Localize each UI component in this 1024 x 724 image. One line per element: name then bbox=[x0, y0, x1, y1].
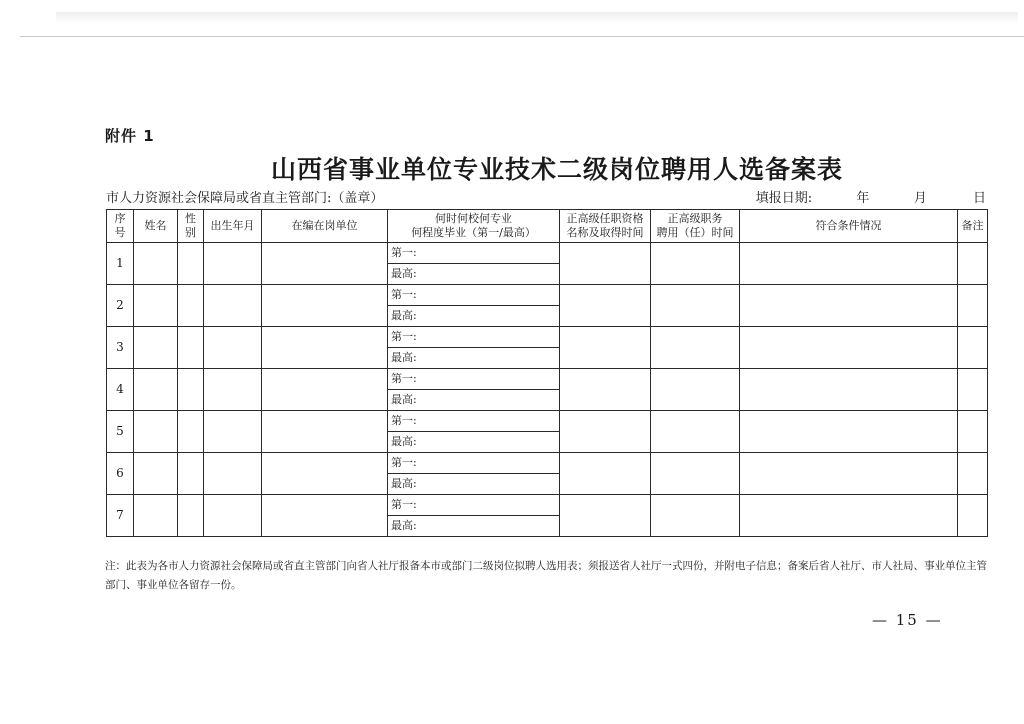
table-row bbox=[107, 453, 988, 474]
month-label: 月 bbox=[913, 191, 927, 206]
row-number: 3 bbox=[107, 327, 134, 369]
cell-remark bbox=[958, 411, 988, 453]
cell-birth bbox=[204, 411, 262, 453]
cell-qualification bbox=[560, 327, 651, 369]
cell-name bbox=[134, 327, 178, 369]
cell-conditions bbox=[740, 285, 958, 327]
footnote: 注：此表为各市人力资源社会保障局或省直主管部门向省人社厅报备本市或部门二级岗位拟聘人选用表；须报送省人社厅一式四份，并附电子信息；备案后省人社厅、市人社局、事业单位主管部门、事业单位各留存一份。 bbox=[105, 560, 987, 591]
cell-conditions bbox=[740, 243, 958, 285]
cell-first-degree: 第一: bbox=[388, 411, 560, 432]
cell-post-time bbox=[651, 495, 740, 537]
cell-qualification bbox=[560, 243, 651, 285]
cell-gender bbox=[178, 495, 204, 537]
row-number: 1 bbox=[107, 243, 134, 285]
cell-gender bbox=[178, 243, 204, 285]
header-education-line1: 何时何校何专业 bbox=[435, 212, 512, 226]
table-row bbox=[107, 495, 988, 516]
cell-name bbox=[134, 411, 178, 453]
cell-gender bbox=[178, 369, 204, 411]
header-post bbox=[651, 210, 740, 243]
cell-remark bbox=[958, 243, 988, 285]
cell-first-degree: 第一: bbox=[388, 495, 560, 516]
row-number: 7 bbox=[107, 495, 134, 537]
cell-qualification bbox=[560, 411, 651, 453]
row-number: 5 bbox=[107, 411, 134, 453]
table-body bbox=[107, 243, 988, 537]
header-row bbox=[107, 210, 988, 243]
row-number: 4 bbox=[107, 369, 134, 411]
cell-unit bbox=[262, 327, 388, 369]
cell-birth bbox=[204, 369, 262, 411]
cell-highest-degree: 最高: bbox=[388, 432, 560, 453]
cell-qualification bbox=[560, 285, 651, 327]
cell-name bbox=[134, 369, 178, 411]
table-row bbox=[107, 411, 988, 432]
cell-post-time bbox=[651, 411, 740, 453]
cell-remark bbox=[958, 495, 988, 537]
table-row bbox=[107, 243, 988, 264]
cell-post-time bbox=[651, 369, 740, 411]
cell-highest-degree: 最高: bbox=[388, 474, 560, 495]
header-unit: 在编在岗单位 bbox=[262, 210, 388, 243]
attachment-label: 附件 1 bbox=[105, 127, 155, 145]
cell-qualification bbox=[560, 369, 651, 411]
table-row bbox=[107, 327, 988, 348]
cell-name bbox=[134, 243, 178, 285]
header-qualification bbox=[560, 210, 651, 243]
cell-highest-degree: 最高: bbox=[388, 264, 560, 285]
cell-birth bbox=[204, 495, 262, 537]
cell-conditions bbox=[740, 369, 958, 411]
header-qualification-line1: 正高级任职资格 bbox=[566, 212, 644, 226]
filing-table bbox=[106, 209, 988, 537]
cell-post-time bbox=[651, 327, 740, 369]
cell-remark bbox=[958, 327, 988, 369]
cell-post-time bbox=[651, 453, 740, 495]
row-number: 6 bbox=[107, 453, 134, 495]
cell-first-degree: 第一: bbox=[388, 243, 560, 264]
cell-birth bbox=[204, 285, 262, 327]
cell-first-degree: 第一: bbox=[388, 453, 560, 474]
table-row bbox=[107, 369, 988, 390]
cell-conditions bbox=[740, 327, 958, 369]
header-name: 姓名 bbox=[134, 210, 178, 243]
page-title: 山西省事业单位专业技术二级岗位聘用人选备案表 bbox=[270, 155, 843, 184]
header-remark: 备注 bbox=[958, 210, 988, 243]
page-number: — 15 — bbox=[872, 611, 943, 629]
year-label: 年 bbox=[856, 191, 870, 206]
cell-gender bbox=[178, 285, 204, 327]
header-gender: 性别 bbox=[178, 210, 204, 243]
cell-highest-degree: 最高: bbox=[388, 516, 560, 537]
header-conditions: 符合条件情况 bbox=[740, 210, 958, 243]
header-education bbox=[388, 210, 560, 243]
cell-unit bbox=[262, 495, 388, 537]
cell-conditions bbox=[740, 411, 958, 453]
table-row bbox=[107, 285, 988, 306]
top-rule bbox=[20, 36, 1024, 37]
header-birth: 出生年月 bbox=[204, 210, 262, 243]
cell-unit bbox=[262, 369, 388, 411]
cell-unit bbox=[262, 411, 388, 453]
cell-gender bbox=[178, 453, 204, 495]
cell-post-time bbox=[651, 285, 740, 327]
date-label: 填报日期: bbox=[755, 191, 813, 206]
cell-highest-degree: 最高: bbox=[388, 348, 560, 369]
cell-highest-degree: 最高: bbox=[388, 390, 560, 411]
day-label: 日 bbox=[972, 191, 986, 206]
cell-name bbox=[134, 285, 178, 327]
cell-first-degree: 第一: bbox=[388, 369, 560, 390]
header-education-line2: 何程度毕业（第一/最高） bbox=[411, 226, 536, 239]
cell-birth bbox=[204, 243, 262, 285]
cell-birth bbox=[204, 453, 262, 495]
cell-highest-degree: 最高: bbox=[388, 306, 560, 327]
cell-first-degree: 第一: bbox=[388, 285, 560, 306]
cell-conditions bbox=[740, 453, 958, 495]
cell-remark bbox=[958, 369, 988, 411]
cell-name bbox=[134, 453, 178, 495]
cell-first-degree: 第一: bbox=[388, 327, 560, 348]
fill-date bbox=[756, 187, 986, 206]
scan-shadow bbox=[56, 12, 1018, 24]
cell-unit bbox=[262, 453, 388, 495]
cell-gender bbox=[178, 327, 204, 369]
cell-post-time bbox=[651, 243, 740, 285]
department-line: 市人力资源社会保障局或省直主管部门:（盖章） bbox=[106, 191, 384, 206]
header-post-line2: 聘用（任）时间 bbox=[656, 226, 734, 239]
cell-conditions bbox=[740, 495, 958, 537]
cell-unit bbox=[262, 285, 388, 327]
cell-remark bbox=[958, 285, 988, 327]
header-qualification-line2: 名称及取得时间 bbox=[566, 226, 644, 239]
cell-unit bbox=[262, 243, 388, 285]
cell-birth bbox=[204, 327, 262, 369]
cell-remark bbox=[958, 453, 988, 495]
header-post-line1: 正高级职务 bbox=[667, 212, 723, 226]
cell-qualification bbox=[560, 453, 651, 495]
cell-gender bbox=[178, 411, 204, 453]
cell-name bbox=[134, 495, 178, 537]
row-number: 2 bbox=[107, 285, 134, 327]
cell-qualification bbox=[560, 495, 651, 537]
header-seq: 序号 bbox=[107, 210, 134, 243]
